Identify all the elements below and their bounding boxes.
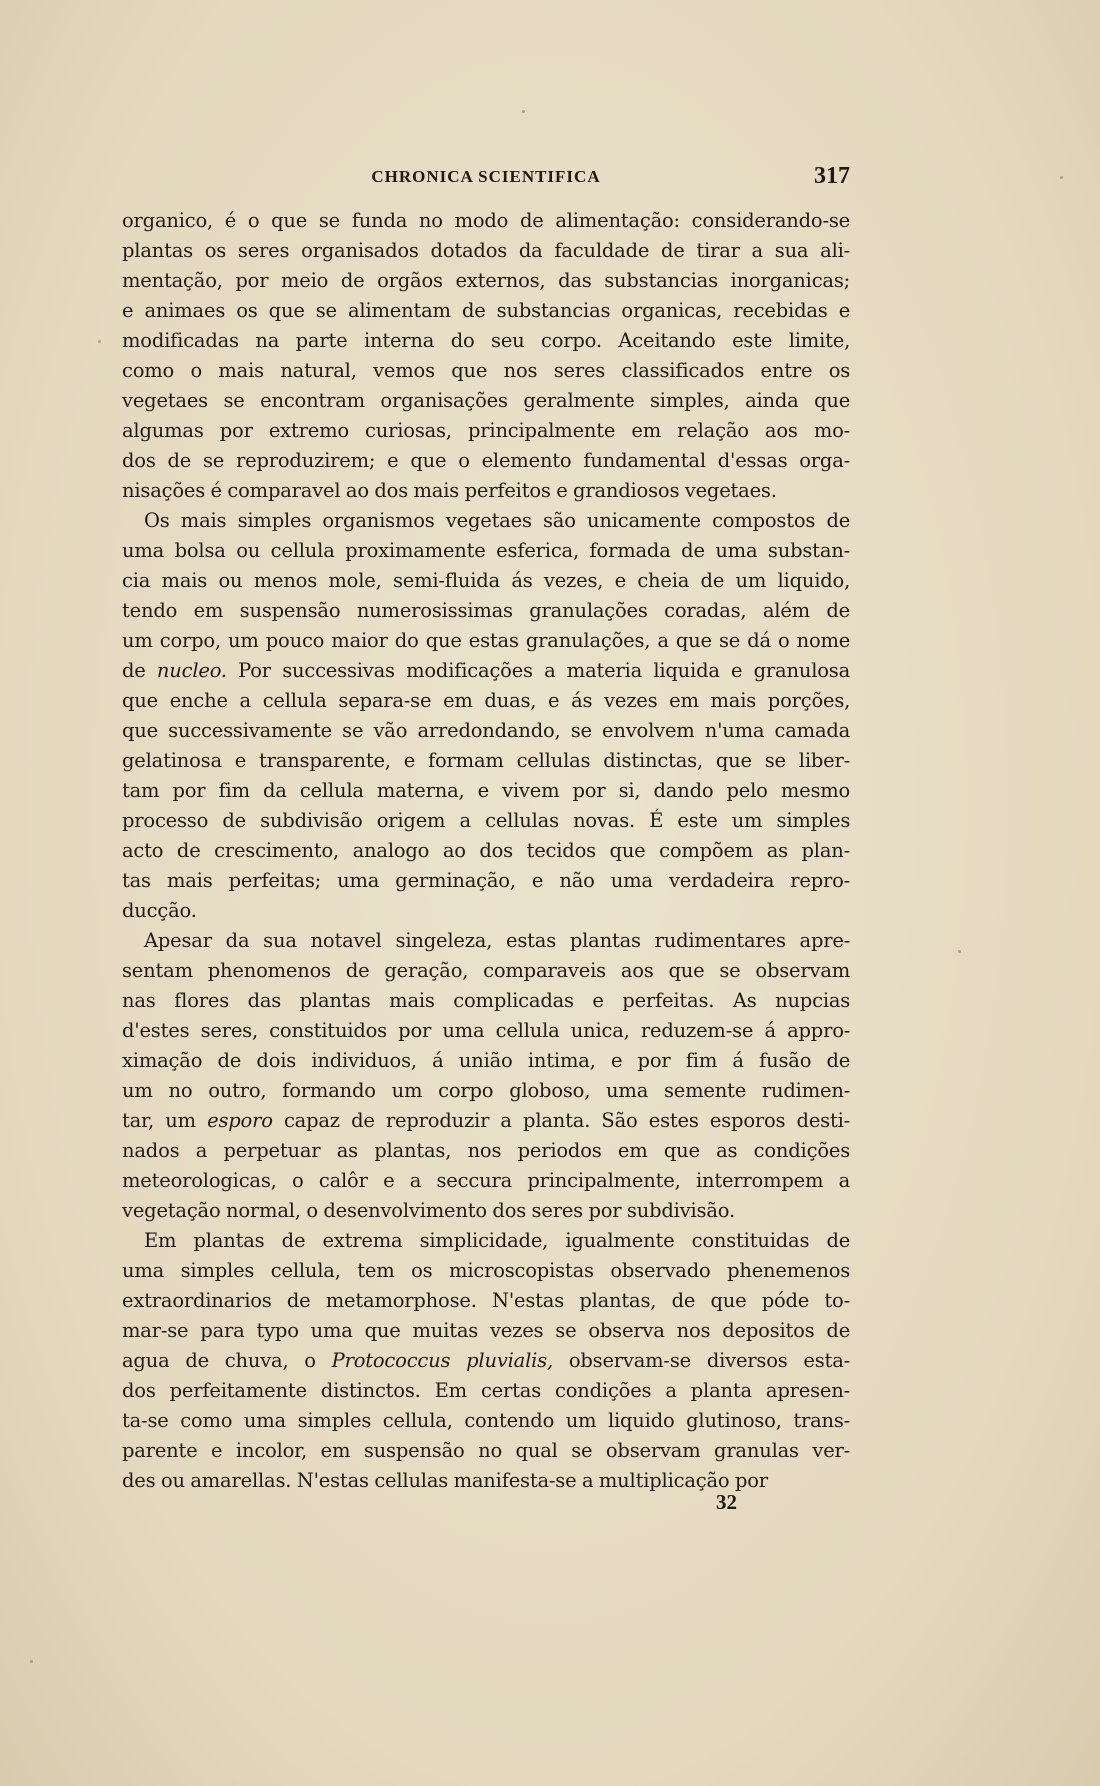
text-line: e animaes os que se alimentam de substancias organicas, recebidas e xyxy=(122,299,851,322)
text-line: nisações é comparavel ao dos mais perfeitos e grandiosos vegetaes. xyxy=(122,479,777,502)
paragraph xyxy=(122,206,850,506)
text-line: plantas os seres organisados dotados da faculdade de tirar a sua ali- xyxy=(122,239,851,262)
running-title: CHRONICA SCIENTIFICA xyxy=(371,167,601,186)
text-line: vegetaes se encontram organisações geralmente simples, ainda que xyxy=(122,389,851,412)
text-line: processo de subdivisão origem a cellulas novas. É este um simples xyxy=(122,809,851,832)
text-line: mentação, por meio de orgãos externos, das substancias inorganicas; xyxy=(122,269,851,292)
text-line: d'estes seres, constituidos por uma cellula unica, reduzem-se á appro- xyxy=(122,1019,851,1042)
text-line: ximação de dois individuos, á união intima, e por fim á fusão de xyxy=(122,1049,851,1072)
text-line: acto de crescimento, analogo ao dos tecidos que compõem as plan- xyxy=(122,839,850,862)
paper-speck xyxy=(522,110,525,113)
text-line: como o mais natural, vemos que nos seres classificados entre os xyxy=(122,359,851,382)
paper-speck xyxy=(98,340,101,343)
text-line: sentam phenomenos de geração, comparaveis aos que se observam xyxy=(122,959,851,982)
text-line: nados a perpetuar as plantas, nos periodos em que as condições xyxy=(122,1139,851,1162)
paper-speck xyxy=(1060,176,1063,179)
page-header xyxy=(122,163,850,193)
text-line: Os mais simples organismos vegetaes são unicamente compostos de xyxy=(144,509,851,532)
text-line: Em plantas de extrema simplicidade, igualmente constituidas de xyxy=(144,1229,851,1252)
text-line: uma bolsa ou cellula proximamente esferica, formada de uma substan- xyxy=(122,539,850,562)
text-line: meteorologicas, o calôr e a seccura principalmente, interrompem a xyxy=(122,1169,851,1192)
text-line: tas mais perfeitas; uma germinação, e não uma verdadeira repro- xyxy=(122,869,851,892)
paragraph xyxy=(122,926,850,1226)
text-line: uma simples cellula, tem os microscopistas observado phenemenos xyxy=(122,1259,851,1282)
text-line: um corpo, um pouco maior do que estas granulações, a que se dá o nome xyxy=(122,629,851,652)
text-line: modificadas na parte interna do seu corpo. Aceitando este limite, xyxy=(122,329,851,352)
text-line: tam por fim da cellula materna, e vivem por si, dando pelo mesmo xyxy=(122,779,851,802)
text-line: tendo em suspensão numerosissimas granulações coradas, além de xyxy=(122,599,850,622)
paragraph xyxy=(122,506,850,926)
text-line: algumas por extremo curiosas, principalmente em relação aos mo- xyxy=(122,419,851,442)
text-line: dos perfeitamente distinctos. Em certas condições a planta apresen- xyxy=(122,1379,850,1402)
text-line: ta-se como uma simples cellula, contendo um liquido glutinoso, trans- xyxy=(122,1409,851,1432)
text-line: nas flores das plantas mais complicadas e perfeitas. As nupcias xyxy=(122,989,851,1012)
text-line: des ou amarellas. N'estas cellulas manifesta-se a multiplicação por xyxy=(122,1469,768,1492)
text-line: cia mais ou menos mole, semi-fluida ás vezes, e cheia de um liquido, xyxy=(122,569,851,592)
text-line: ducção. xyxy=(122,899,197,922)
signature-mark: 32 xyxy=(716,1490,737,1514)
text-body xyxy=(122,206,850,1496)
text-line: Apesar da sua notavel singeleza, estas plantas rudimentares apre- xyxy=(144,929,851,952)
text-line: extraordinarios de metamorphose. N'estas plantas, de que póde to- xyxy=(122,1289,850,1312)
text-line: que successivamente se vão arredondando, se envolvem n'uma camada xyxy=(122,719,851,742)
text-line: vegetação normal, o desenvolvimento dos seres por subdivisão. xyxy=(122,1199,735,1222)
page-number: 317 xyxy=(814,163,850,189)
text-line: gelatinosa e transparente, e formam cellulas distinctas, que se liber- xyxy=(122,749,851,772)
text-line: agua de chuva, o Protococcus pluvialis, observam-se diversos esta- xyxy=(122,1349,851,1372)
text-line: que enche a cellula separa-se em duas, e ás vezes em mais porções, xyxy=(122,689,851,712)
paragraph xyxy=(122,1226,850,1496)
text-line: mar-se para typo uma que muitas vezes se observa nos depositos de xyxy=(122,1319,851,1342)
text-line: dos de se reproduzirem; e que o elemento fundamental d'essas orga- xyxy=(122,449,851,472)
text-line: um no outro, formando um corpo globoso, uma semente rudimen- xyxy=(122,1079,851,1102)
text-line: tar, um esporo capaz de reproduzir a planta. São estes esporos desti- xyxy=(122,1109,851,1132)
text-line: de nucleo. Por successivas modificações a materia liquida e granulosa xyxy=(122,659,850,682)
paper-speck xyxy=(958,950,961,953)
paper-speck xyxy=(30,1660,33,1663)
text-line: organico, é o que se funda no modo de alimentação: considerando-se xyxy=(122,209,851,232)
text-line: parente e incolor, em suspensão no qual se observam granulas ver- xyxy=(122,1439,851,1462)
